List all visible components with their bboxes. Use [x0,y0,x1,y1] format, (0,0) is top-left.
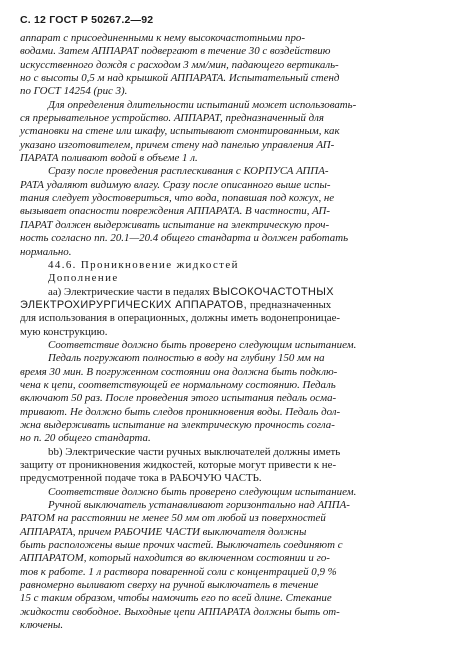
text-line: аппарат с присоединенными к нему высокочастотными про- [20,32,305,44]
text-line: РАТОМ на расстоянии не менее 50 мм от любой из поверхностей [20,512,326,525]
text-line: 15 с таким образом, чтобы намочить его по всей длине. Стекание [20,592,332,605]
text-line: защиту от проникновения жидкостей, которые могут привести к не- [20,459,337,471]
text-line: вызывает опасности повреждения АППАРАТА. В частности, АП- [20,205,331,218]
text-line: чена к цепи, соответствующей ее нормальному состоянию. Педаль [20,378,336,391]
paragraph-test-duration [20,99,436,166]
document-body [20,32,436,632]
text-line: ключены. [20,619,64,632]
text-line: водами. Затем АППАРАТ подвергают в течение 30 с воздействию [20,45,331,58]
text-line: тривают. Не должно быть следов проникновения воды. Педаль дол- [20,405,341,418]
text-line: равномерно выливают сверху на ручной выключатель в течение [20,579,319,592]
paragraph-pedals [20,286,436,339]
text-line: АППАРАТА, причем РАБОЧИЕ ЧАСТИ выключателя должны [20,525,307,538]
text-line: жна выдерживать испытание на электрическую прочность согла- [20,418,335,431]
text-fragment: аа) Электрические части в педалях [48,285,213,298]
text-line: для использования в операционных, должны иметь водонепроницае- [20,312,341,325]
text-line: мую конструкцию. [20,325,108,338]
text-line: предусмотренной подаче тока в РАБОЧУЮ ЧАСТЬ. [20,472,262,485]
compliance-statement: Соответствие должно быть проверено следующим испытанием. [48,338,357,351]
text-line: Сразу после проведения расплескивания с КОРПУСА АППА- [48,165,329,178]
text-line: тов к работе. 1 л раствора поваренной соли с концентрацией 0,9 % [20,565,337,578]
text-line: включают 50 раз. После проведения этого испытания педаль осма- [20,392,337,405]
text-line: Для определения длительности испытаний может использовать- [48,98,357,111]
text-line: РАТА удаляют видимую влагу. Сразу после описанного выше испы- [20,178,331,191]
text-line: ПАРАТА поливают водой в объеме 1 л. [20,152,198,165]
text-line: ность согласно пп. 20.1—20.4 общего стандарта и должен работать [20,232,349,245]
text-line: но с высоты 0,5 м над крышкой АППАРАТА. Испытательный стенд [20,72,340,85]
text-fragment-caps: ВЫСОКОЧАСТОТНЫХ [212,285,334,298]
text-line: искусственного дождя с расходом 3 мм/мин, падающего вертикаль- [20,58,339,71]
paragraph-rain-test [20,32,436,99]
paragraph-after-splash [20,165,436,258]
text-fragment-caps: ЭЛЕКТРОХИРУРГИЧЕСКИХ АППАРАТОВ, [20,298,248,311]
text-line: Ручной выключатель устанавливают горизонтально над АППА- [48,499,350,512]
text-line: тания следует удостовериться, что вода, попавшая под кожух, не [20,192,335,205]
text-line: время 30 мин. В погруженном состоянии она должна быть подклю- [20,365,338,378]
text-line: указано изготовителем, причем стену над панелью управления АП- [20,138,335,151]
paragraph-pedal-test [20,352,436,445]
text-line: по ГОСТ 14254 (рис 3). [20,85,128,98]
paragraph-switch-test [20,499,436,632]
text-line [20,286,436,299]
text-line: жидкости свободное. Выходные цепи АППАРАТА должны быть от- [20,605,340,618]
text-line: но п. 20 общего стандарта. [20,432,151,445]
text-fragment: предназначенных [247,298,332,311]
page-header: С. 12 ГОСТ Р 50267.2—92 [20,14,154,26]
text-line: быть расположены выше прочих частей. Выключатель соединяют с [20,539,343,552]
text-line: установки на стене или шкафу, испытывают смонтированным, как [20,125,340,138]
text-line [20,299,436,312]
text-line: ПАРАТ должен выдерживать испытание на электрическую проч- [20,218,330,231]
text-line: АППАРАТОМ, который находится во включенном состоянии и го- [20,552,330,565]
addition-label: Дополнение [48,272,119,285]
paragraph-hand-switches [20,446,436,486]
text-line: нормально. [20,245,72,258]
text-line: ся прерывательное устройство. АППАРАТ, предназначенный для [20,112,324,125]
text-line: bb) Электрические части ручных выключателей должны иметь [48,445,341,458]
section-heading: 44.6. Проникновение жидкостей [48,258,239,271]
text-line: Педаль погружают полностью в воду на глубину 150 мм на [48,352,325,365]
compliance-statement: Соответствие должно быть проверено следующим испытанием. [48,485,357,498]
